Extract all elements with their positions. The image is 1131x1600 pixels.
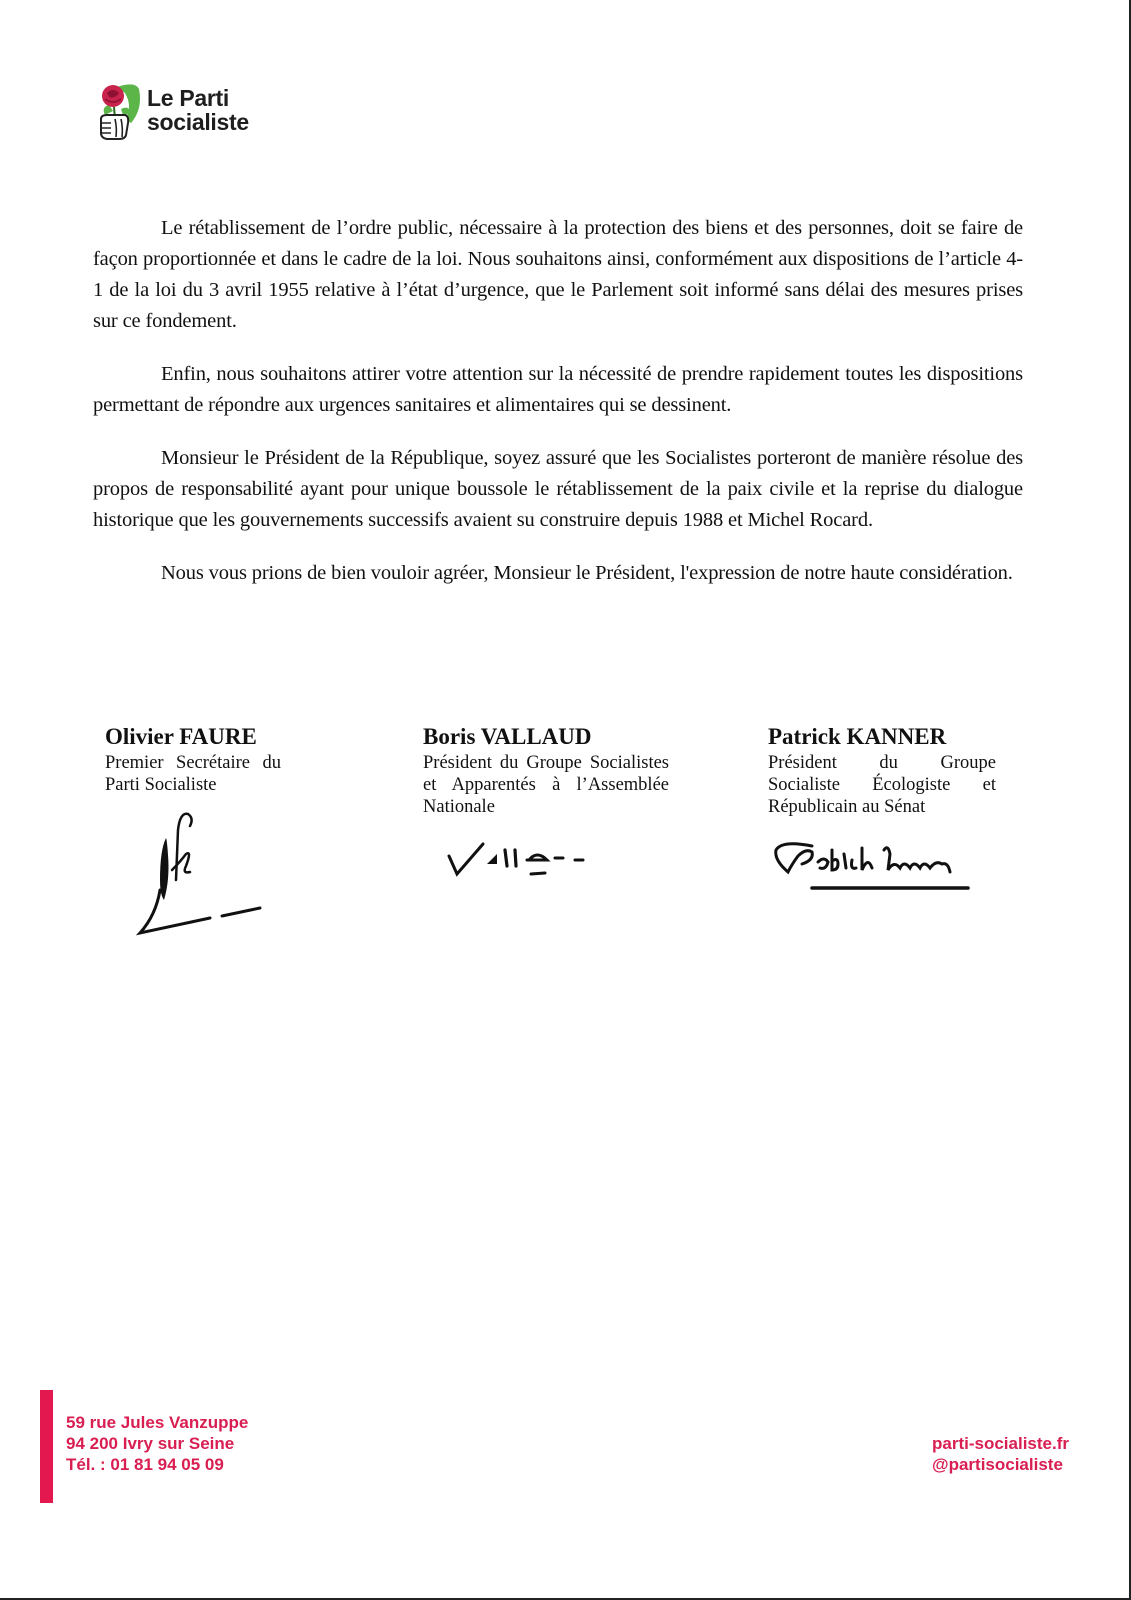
signature-faure: [130, 810, 270, 940]
paragraph: Le rétablissement de l’ordre public, nécessaire à la protection des biens et des personnes, doit se faire de façon proportionnée et dans le cadre de la loi. Nous souhaitons ainsi, conformément aux dispositions de l’article 4-1 de la loi du 3 avril 1955 relative à l’état d’urgence, que le Parlement soit informé sans délai des mesures prises sur ce fondement.: [93, 217, 1023, 332]
paragraph: Enfin, nous souhaitons attirer votre attention sur la nécessité de prendre rapidement toutes les dispositions permettant de répondre aux urgences sanitaires et alimentaires qui se dessinent.: [93, 363, 1023, 416]
signature-kanner: [772, 840, 982, 900]
paragraph: Monsieur le Président de la République, soyez assuré que les Socialistes porteront de manière résolue des propos de responsabilité ayant pour unique boussole le rétablissement de la paix civile et la reprise du dialogue historique que les gouvernements successifs avaient su construire depuis 1988 et Michel Rocard.: [93, 447, 1023, 531]
party-logo: [95, 79, 249, 141]
signatory-role: Président du Groupe Socialiste Écologiste et Républicain au Sénat: [768, 753, 996, 817]
footer-accent-bar: [40, 1390, 53, 1503]
signatory-name: Boris VALLAUD: [423, 724, 592, 749]
paragraph: Nous vous prions de bien vouloir agréer, Monsieur le Président, l'expression de notre haute considération.: [161, 562, 1013, 584]
footer-address: [66, 1412, 248, 1475]
rose-fist-icon: [95, 79, 145, 141]
signatory-role: Président du Groupe Socialistes et Apparentés à l’Assemblée Nationale: [423, 753, 669, 817]
social-handle[interactable]: @partisocialiste: [932, 1455, 1063, 1474]
signatory-name: Patrick KANNER: [768, 724, 947, 749]
address-city: 94 200 Ivry sur Seine: [66, 1434, 235, 1453]
signatory-vallaud: [423, 723, 669, 818]
address-phone: Tél. : 01 81 94 05 09: [66, 1455, 224, 1474]
website-link[interactable]: parti-socialiste.fr: [932, 1434, 1069, 1453]
footer-web: [932, 1433, 1069, 1475]
logo-line-1: Le Parti: [147, 85, 229, 111]
letter-body: [93, 213, 1023, 611]
signatory-role: Premier Secrétaire du Parti Socialiste: [105, 753, 281, 795]
logo-wordmark: [147, 86, 249, 134]
signatory-name: Olivier FAURE: [105, 724, 257, 749]
signature-vallaud: [445, 840, 610, 895]
signatory-kanner: [768, 723, 996, 818]
signatory-faure: [105, 723, 281, 796]
address-street: 59 rue Jules Vanzuppe: [66, 1413, 249, 1432]
logo-line-2: socialiste: [147, 109, 249, 135]
